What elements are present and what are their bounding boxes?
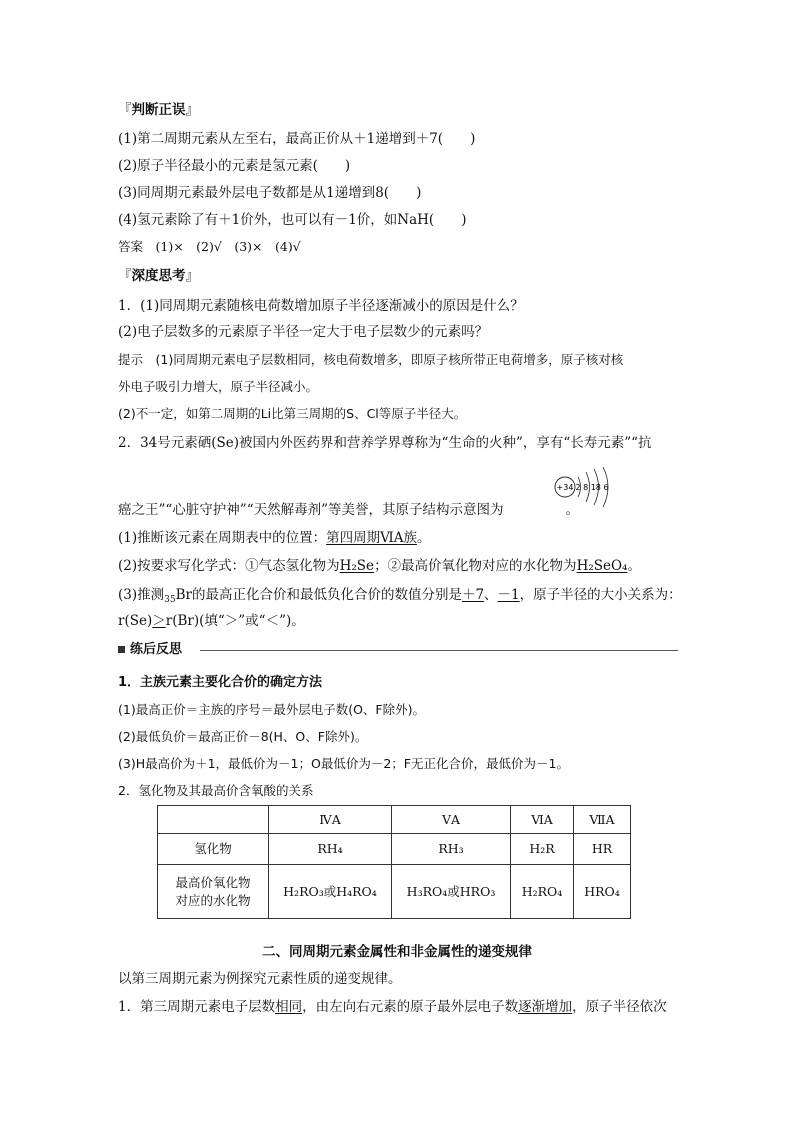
practice-h2: 2．氢化物及其最高价含氧酸的关系 [118,783,314,798]
s2-l1-end: ，原子半径依次 [572,999,667,1015]
table-header-cell: ⅤA [392,806,511,834]
table-cell: HR [574,834,631,865]
practice-r1: (1)最高正价＝主族的序号＝最外层电子数(O、F除外)。 [118,702,425,717]
table-cell: H₂RO₄ [511,865,574,919]
p3-end: ，原子半径的大小关系为： [519,587,682,603]
p2-mid: ；②最高价氧化物对应的水化物为 [374,558,577,574]
row2-label-b: 对应的水化物 [175,892,251,908]
table-row [158,834,631,865]
table-cell [158,865,269,919]
judge-q1: (1)第二周期元素从左至右，最高正价从＋1递增到＋7( ) [118,131,476,147]
p4-end: r(Br)(填“＞”或“＜”)。 [165,613,305,629]
deep-p1 [118,528,430,548]
row2-label-a: 最高价氧化物 [175,874,251,890]
table-header-cell: ⅥA [511,806,574,834]
section-tag-judge: 『判断正误』 [118,102,199,118]
table-header-row [158,806,631,834]
practice-header [118,640,678,660]
deep-p3 [118,585,682,610]
p3-answer-1: ＋7 [461,587,485,603]
atom-shells-label: 2 8 18 6 [575,483,609,492]
s2-l1-mid: ，由左向右元素的原子最外层电子数 [302,999,519,1015]
p2-answer-2: H₂SeO₄ [576,558,628,574]
section2-title: 二、同周期元素金属性和非金属性的递变规律 [262,944,532,960]
s2-l1-pre: 1．第三周期元素电子层数 [118,999,276,1015]
deep-q2a: 2．34号元素硒(Se)被国内外医药界和营养学界尊称为“生命的火种”，享有“长寿元素”“抗 [118,435,652,451]
deep-hint1b: 外电子吸引力增大，原子半径减小。 [118,379,319,394]
p3-mid: Br的最高正化合价和最低负化合价的数值分别是 [175,587,462,603]
table-cell: HRO₄ [574,865,631,919]
practice-rule [200,650,678,651]
p3-sep: 、 [484,587,498,603]
p4-pre: r(Se) [118,613,153,629]
table-cell: H₂RO₃或H₄RO₄ [269,865,392,919]
section2-intro: 以第三周期元素为例探究元素性质的递变规律。 [118,971,402,987]
deep-q1a: 1．(1)同周期元素随核电荷数增加原子半径逐渐减小的原因是什么？ [118,298,524,314]
judge-q2: (2)原子半径最小的元素是氢元素( ) [118,158,351,174]
atom-nucleus-label: +34 [556,483,574,492]
table-cell: H₂R [511,834,574,865]
p2-pre: (2)按要求写化学式：①气态氢化物为 [118,558,340,574]
p1-end: 。 [416,530,431,546]
deep-q1b: (2)电子层数多的元素原子半径一定大于电子层数少的元素吗？ [118,324,489,340]
section2-l1 [118,997,667,1017]
practice-square-icon [118,646,125,653]
judge-answer: 答案 (1)× (2)√ (3)× (4)√ [118,239,301,254]
judge-q4: (4)氢元素除了有＋1价外，也可以有－1价，如NaH( ) [118,212,467,228]
table-cell: RH₄ [269,834,392,865]
deep-p2 [118,556,641,576]
table-row [158,865,631,919]
table-cell: 氢化物 [158,834,269,865]
s2-l1-answer-2: 逐渐增加 [518,999,573,1015]
p3-answer-2: －1 [497,587,520,603]
p3-atomic-number: 35 [164,595,176,605]
p1-answer: 第四周期ⅥA族 [326,530,417,546]
table-header-cell [158,806,269,834]
p1-pre: (1)推断该元素在周期表中的位置： [118,530,327,546]
p2-end: 。 [627,558,641,574]
valence-table [157,805,631,919]
judge-tag-label: 判断正误 [131,102,186,118]
p3-pre: (3)推测 [118,587,165,603]
p2-answer-1: H₂Se [339,558,375,574]
deep-hint2: (2)不一定，如第二周期的Li比第三周期的S、Cl等原子半径大。 [118,406,467,421]
practice-h1: 1．主族元素主要化合价的确定方法 [118,675,323,690]
selenium-atom-diagram [548,466,628,516]
practice-title: 练后反思 [130,642,183,657]
practice-r3: (3)H最高价为＋1，最低价为－1；O最低价为－2；F无正化合价，最低价为－1。 [118,756,569,771]
p4-answer: ＞ [152,613,166,629]
table-header-cell: ⅦA [574,806,631,834]
deep-tag-label: 深度思考 [131,268,186,284]
deep-q2b-end: 。 [565,502,580,518]
s2-l1-answer-1: 相同 [275,999,303,1015]
table-header-cell: ⅣA [269,806,392,834]
deep-q2b [118,500,579,520]
deep-p4 [118,611,305,631]
judge-q3: (3)同周期元素最外层电子数都是从1递增到8( ) [118,185,422,201]
table-cell: H₃RO₄或HRO₃ [392,865,511,919]
deep-q2b-text: 癌之王”“心脏守护神”“天然解毒剂”等美誉，其原子结构示意图为 [118,502,504,518]
deep-hint1a: 提示 (1)同周期元素电子层数相同，核电荷数增多，即原子核所带正电荷增多，原子核对核 [118,352,624,367]
practice-r2: (2)最低负价＝最高正价－8(H、O、F除外)。 [118,729,368,744]
section-tag-deep: 『深度思考』 [118,268,199,284]
table-cell: RH₃ [392,834,511,865]
